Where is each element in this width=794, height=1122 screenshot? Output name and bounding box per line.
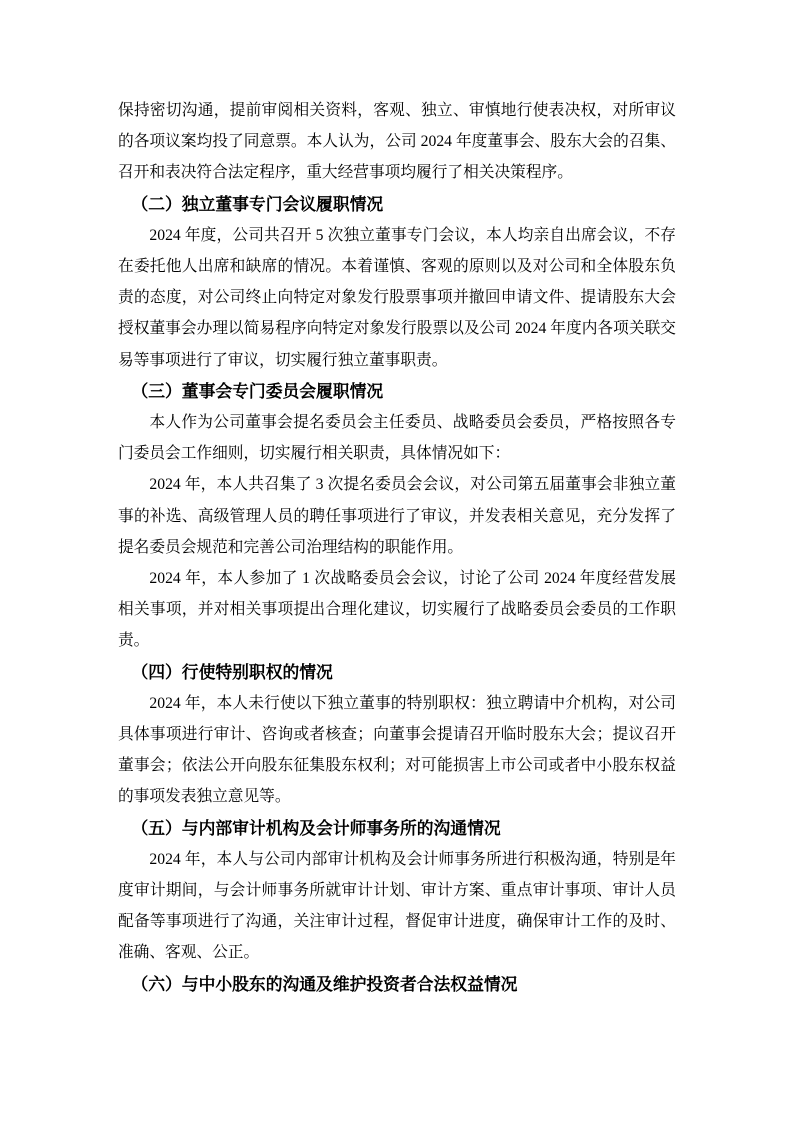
body-paragraph-nomination-committee: 2024 年，本人共召集了 3 次提名委员会会议，对公司第五届董事会非独立董事的补选、高级管理人员的聘任事项进行了审议，并发表相关意见，充分发挥了提名委员会规范和完善公司治理结构的职能作用。 [118, 476, 676, 556]
continuation-paragraph: 保持密切沟通，提前审阅相关资料，客观、独立、审慎地行使表决权，对所审议的各项议案均投了同意票。本人认为，公司 2024 年度董事会、股东大会的召集、召开和表决符合法定程序，重大经营事项均履行了相关决策程序。 [118, 102, 676, 182]
body-paragraph-committee-roles: 本人作为公司董事会提名委员会主任委员、战略委员会委员，严格按照各专门委员会工作细则，切实履行相关职责，具体情况如下： [118, 414, 676, 463]
document-text-column [118, 95, 676, 1000]
section-heading-2: （二）独立董事专门会议履职情况 [131, 194, 384, 214]
body-paragraph-special-powers: 2024 年，本人未行使以下独立董事的特别职权：独立聘请中介机构，对公司具体事项进行审计、咨询或者核查；向董事会提请召开临时股东大会；提议召开董事会；依法公开向股东征集股东权利；对可能损害上市公司或者中小股东权益的事项发表独立意见等。 [118, 694, 676, 806]
section-heading-4: （四）行使特别职权的情况 [131, 662, 333, 682]
body-paragraph-special-meetings: 2024 年度，公司共召开 5 次独立董事专门会议，本人均亲自出席会议，不存在委托他人出席和缺席的情况。本着谨慎、客观的原则以及对公司和全体股东负责的态度，对公司终止向特定对象发行股票事项并撤回申请文件、提请股东大会授权董事会办理以简易程序向特定对象发行股票以及公司 2024 年度内各项关联交易等事项进行了审议，切实履行独立董事职责。 [118, 226, 676, 369]
body-paragraph-audit-communication: 2024 年，本人与公司内部审计机构及会计师事务所进行积极沟通，特别是年度审计期间，与会计师事务所就审计计划、审计方案、重点审计事项、审计人员配备等事项进行了沟通，关注审计过程，督促审计进度，确保审计工作的及时、准确、客观、公正。 [118, 850, 676, 962]
section-heading-5: （五）与内部审计机构及会计师事务所的沟通情况 [131, 818, 501, 838]
section-heading-3: （三）董事会专门委员会履职情况 [131, 381, 384, 401]
section-heading-6: （六）与中小股东的沟通及维护投资者合法权益情况 [131, 974, 518, 994]
body-paragraph-strategy-committee: 2024 年，本人参加了 1 次战略委员会会议，讨论了公司 2024 年度经营发展相关事项，并对相关事项提出合理化建议，切实履行了战略委员会委员的工作职责。 [118, 570, 676, 650]
